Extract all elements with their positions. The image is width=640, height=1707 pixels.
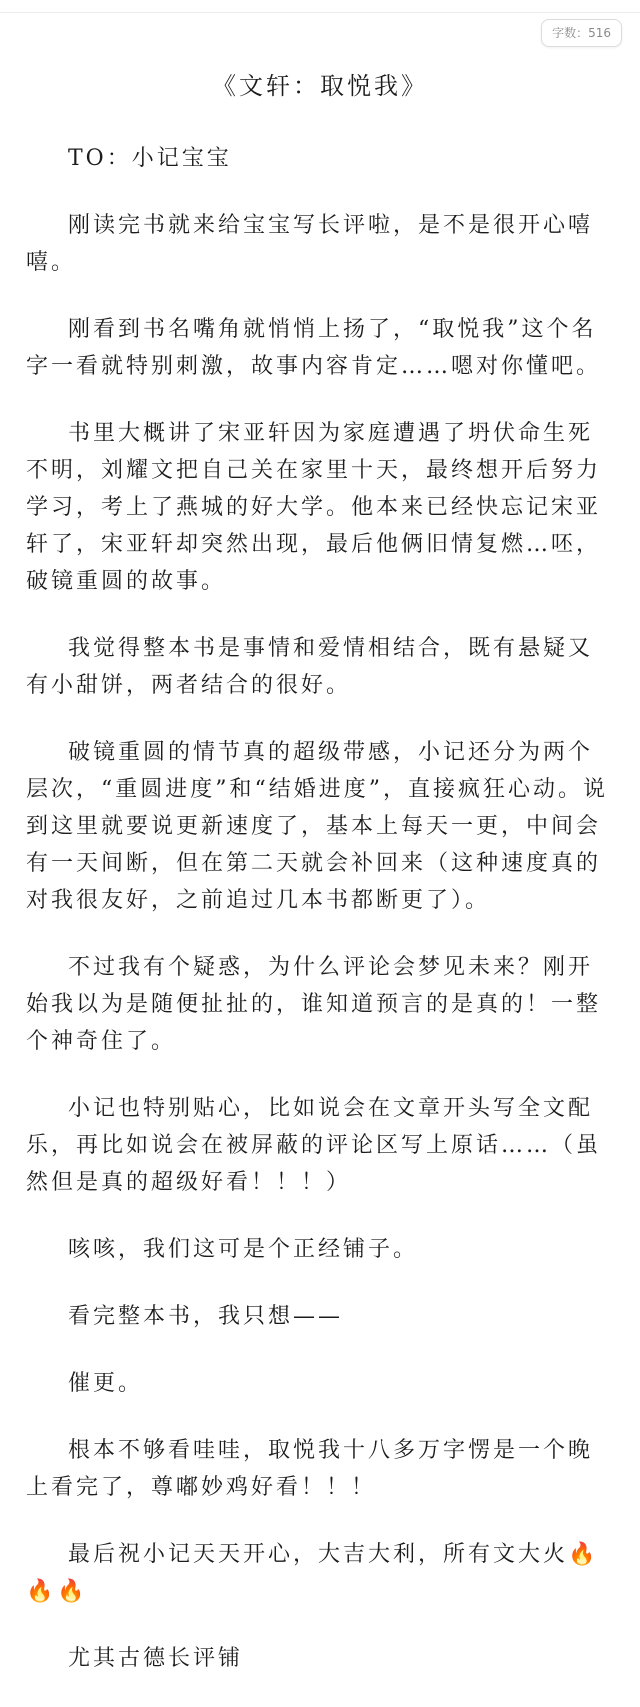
paragraph-plot-summary: 书里大概讲了宋亚轩因为家庭遭遇了坍伏命生死不明，刘耀文把自己关在家里十天，最终想开后努力学习，考上了燕城的好大学。他本来已经快忘记宋亚轩了，宋亚轩却突然出现，最后他俩旧情复燃…呸，破镜重圆的故事。: [26, 421, 602, 594]
paragraph-urge-update: 催更。: [68, 1371, 144, 1396]
wishes-text: 最后祝小记天天开心，大吉大利，所有文大火: [68, 1542, 569, 1567]
paragraph-greeting: TO：小记宝宝: [68, 146, 232, 171]
paragraph-joke: 咳咳，我们这可是个正经铺子。: [68, 1237, 419, 1262]
paragraph-question: 不过我有个疑惑，为什么评论会梦见未来？刚开始我以为是随便扯扯的，谁知道预言的是真的！一整个神奇住了。: [26, 955, 602, 1054]
article-body: [26, 140, 610, 1707]
paragraph-overall-opinion: 我觉得整本书是事情和爱情相结合，既有悬疑又有小甜饼，两者结合的很好。: [26, 636, 594, 698]
article-title: 《文轩：取悦我》: [212, 72, 428, 100]
top-divider: [0, 12, 640, 13]
fire-icon: 🔥🔥🔥: [26, 1542, 600, 1604]
paragraph-intro: 刚读完书就来给宝宝写长评啦，是不是很开心嘻嘻。: [26, 213, 594, 275]
paragraph-author-thoughtful: 小记也特别贴心，比如说会在文章开头写全文配乐，再比如说会在被屏蔽的评论区写上原话……（虽然但是真的超级好看！！！）: [26, 1096, 602, 1195]
paragraph-wishes: [26, 1536, 610, 1610]
paragraph-not-enough: 根本不够看哇哇，取悦我十八多万字愣是一个晚上看完了，尊嘟妙鸡好看！！！: [26, 1438, 594, 1500]
paragraph-finished: 看完整本书，我只想——: [68, 1304, 344, 1329]
paragraph-title-reaction: 刚看到书名嘴角就悄悄上扬了，“取悦我”这个名字一看就特别刺激，故事内容肯定……嗯对你懂吧。: [26, 317, 602, 379]
word-count-badge: 字数：516: [541, 19, 622, 47]
paragraph-signature: 尤其古德长评铺: [68, 1646, 244, 1671]
paragraph-reunion-plot: 破镜重圆的情节真的超级带感，小记还分为两个层次，“重圆进度”和“结婚进度”，直接疯狂心动。说到这里就要说更新速度了，基本上每天一更，中间会有一天间断，但在第二天就会补回来（这种速度真的对我很友好，之前追过几本书都断更了）。: [26, 740, 608, 913]
